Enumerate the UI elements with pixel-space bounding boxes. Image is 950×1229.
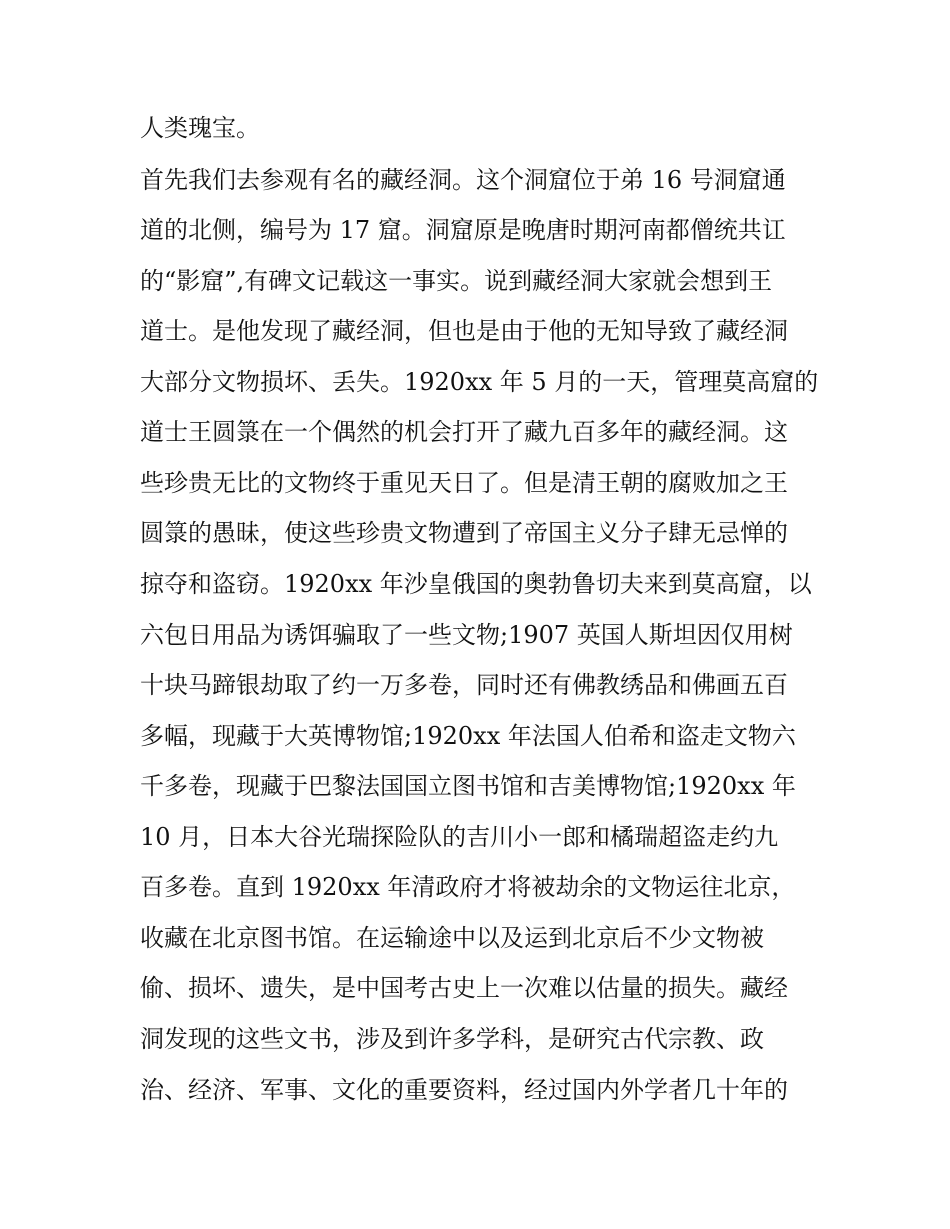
text-line: 收藏在北京图书馆。在运输途中以及运到北京后不少文物被 <box>140 924 764 952</box>
text-line: 些珍贵无比的文物终于重见天日了。但是清王朝的腐败加之王 <box>140 469 788 497</box>
text-line: 圆箓的愚昧，使这些珍贵文物遭到了帝国主义分子肆无忌惮的 <box>140 519 788 547</box>
text-line: 十块马蹄银劫取了约一万多卷，同时还有佛教绣品和佛画五百 <box>140 671 788 699</box>
text-line: 道士王圆箓在一个偶然的机会打开了藏九百多年的藏经洞。这 <box>140 418 788 446</box>
text-line: 10 月，日本大谷光瑞探险队的吉川小一郎和橘瑞超盗走约九 <box>140 823 779 851</box>
text-line: 掠夺和盗窃。1920xx 年沙皇俄国的奥勃鲁切夫来到莫高窟，以 <box>140 570 812 598</box>
text-line: 千多卷，现藏于巴黎法国国立图书馆和吉美博物馆;1920xx 年 <box>140 772 796 800</box>
text-line: 多幅，现藏于大英博物馆;1920xx 年法国人伯希和盗走文物六 <box>140 722 796 750</box>
text-line: 治、经济、军事、文化的重要资料，经过国内外学者几十年的 <box>140 1076 788 1104</box>
text-line: 六包日用品为诱饵骗取了一些文物;1907 英国人斯坦因仅用树 <box>140 621 793 649</box>
text-line: 首先我们去参观有名的藏经洞。这个洞窟位于弟 16 号洞窟通 <box>140 166 786 194</box>
text-line: 百多卷。直到 1920xx 年清政府才将被劫余的文物运往北京， <box>140 873 796 901</box>
text-line: 道士。是他发现了藏经洞，但也是由于他的无知导致了藏经洞 <box>140 317 788 345</box>
text-line: 大部分文物损坏、丢失。1920xx 年 5 月的一天，管理莫高窟的 <box>140 368 819 396</box>
text-line: 偷、损坏、遗失，是中国考古史上一次难以估量的损失。藏经 <box>140 974 788 1002</box>
text-line: 道的北侧，编号为 17 窟。洞窟原是晚唐时期河南都僧统共讧 <box>140 216 786 244</box>
text-line: 洞发现的这些文书，涉及到许多学科，是研究古代宗教、政 <box>140 1025 764 1053</box>
text-line: 人类瑰宝。 <box>140 114 260 142</box>
text-line: 的“影窟”,有碑文记载这一事实。说到藏经洞大家就会想到王 <box>140 267 773 295</box>
